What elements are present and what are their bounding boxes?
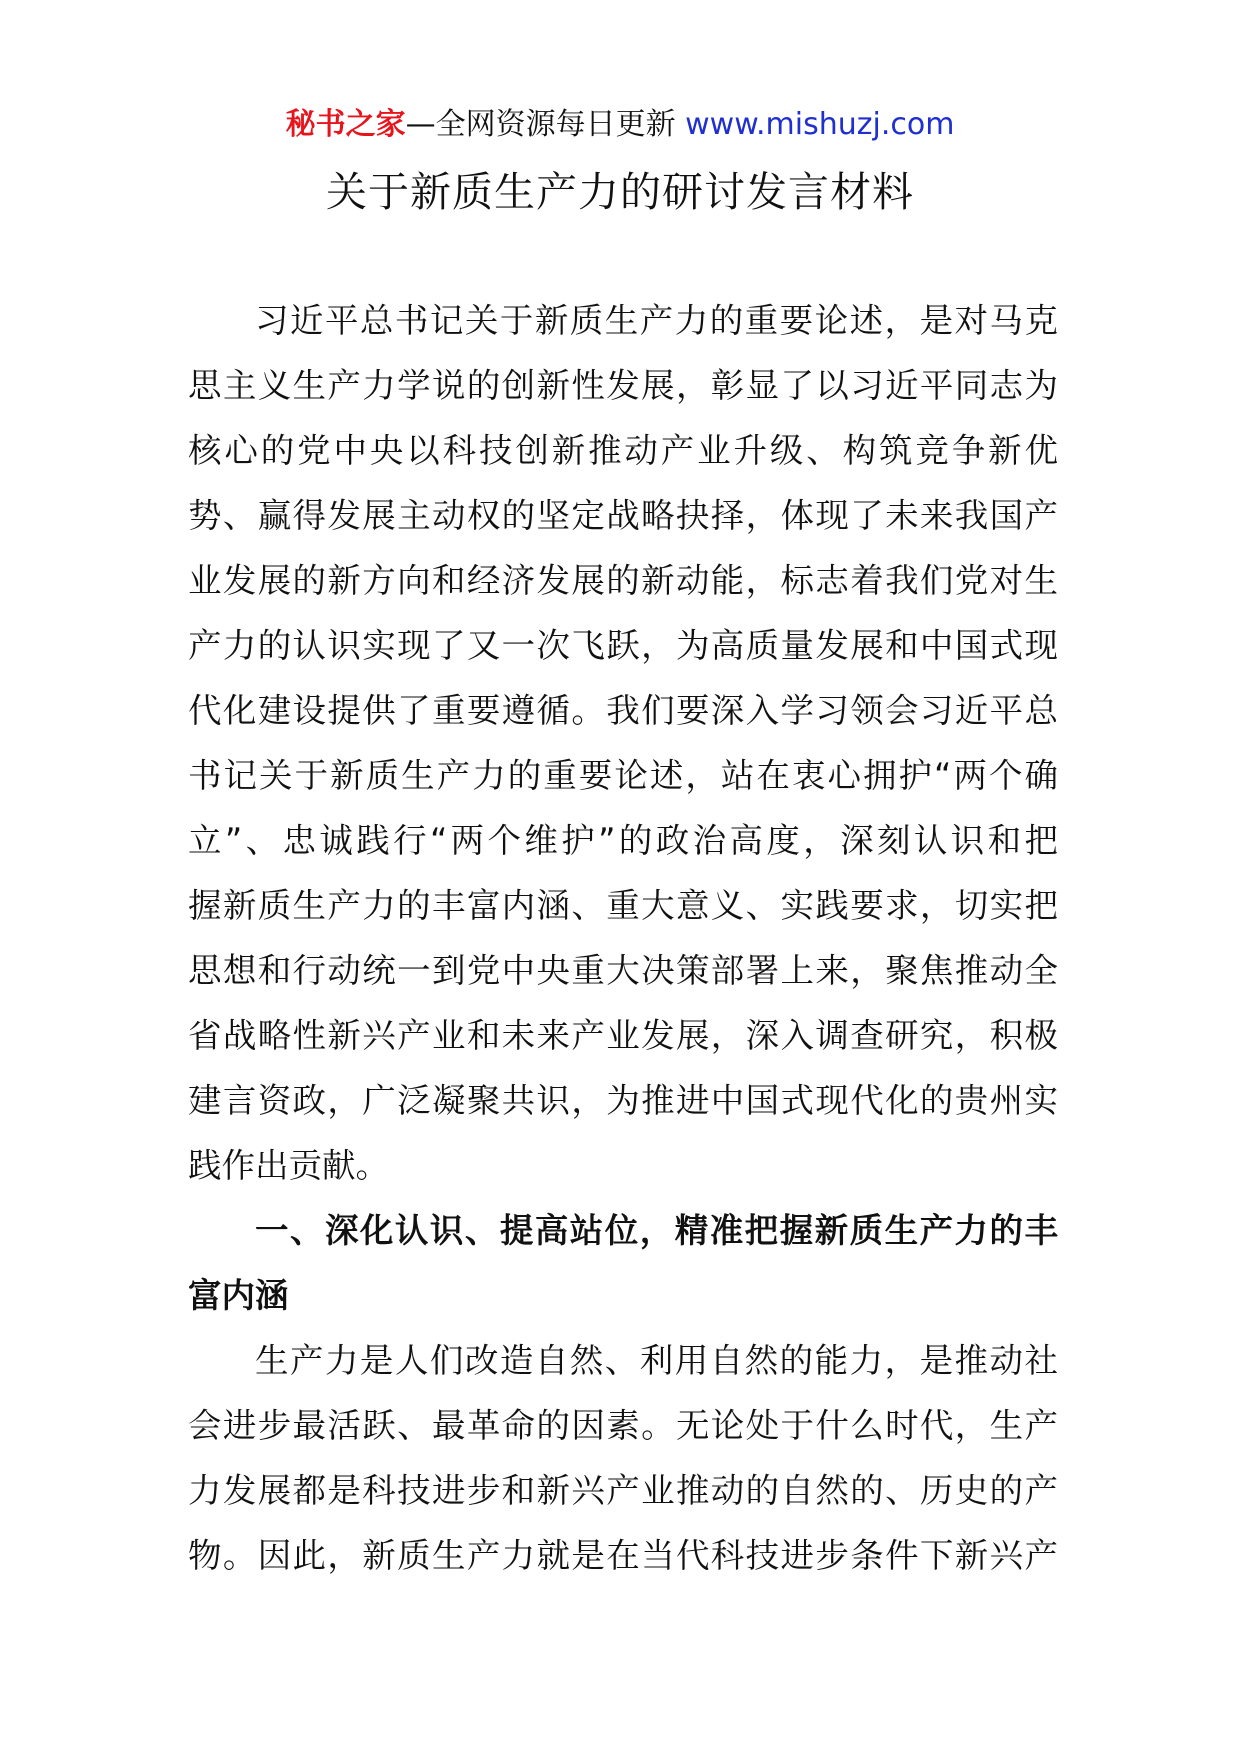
text-line: 握新质生产力的丰富内涵、重大意义、实践要求，切实把 <box>188 886 1058 925</box>
text-line: 书记关于新质生产力的重要论述，站在衷心拥护“两个确 <box>188 756 1058 795</box>
document-body <box>188 288 1058 1588</box>
header-tagline: —全网资源每日更新 <box>405 107 686 142</box>
text-line: 生产力是人们改造自然、利用自然的能力，是推动社 <box>255 1341 1058 1380</box>
text-line: 立”、忠诚践行“两个维护”的政治高度，深刻认识和把 <box>188 821 1058 860</box>
text-line: 产力的认识实现了又一次飞跃，为高质量发展和中国式现 <box>188 626 1058 665</box>
text-line: 势、赢得发展主动权的坚定战略抉择，体现了未来我国产 <box>188 496 1058 535</box>
document-title: 关于新质生产力的研讨发言材料 <box>326 168 914 216</box>
text-line: 会进步最活跃、最革命的因素。无论处于什么时代，生产 <box>188 1406 1058 1445</box>
text-line: 力发展都是科技进步和新兴产业推动的自然的、历史的产 <box>188 1471 1058 1510</box>
section-heading: 富内涵 <box>188 1276 289 1315</box>
brand-name: 秘书之家 <box>285 107 406 142</box>
site-header <box>0 102 1240 148</box>
text-line: 代化建设提供了重要遵循。我们要深入学习领会习近平总 <box>188 691 1058 730</box>
text-line: 核心的党中央以科技创新推动产业升级、构筑竞争新优 <box>188 431 1058 470</box>
site-url-link[interactable]: www.mishuzj.com <box>685 107 955 142</box>
section-heading: 一、深化认识、提高站位，精准把握新质生产力的丰 <box>255 1211 1058 1250</box>
text-line: 习近平总书记关于新质生产力的重要论述，是对马克 <box>255 301 1058 340</box>
text-line: 思想和行动统一到党中央重大决策部署上来，聚焦推动全 <box>188 951 1058 990</box>
text-line: 省战略性新兴产业和未来产业发展，深入调查研究，积极 <box>188 1016 1058 1055</box>
text-line: 业发展的新方向和经济发展的新动能，标志着我们党对生 <box>188 561 1058 600</box>
text-line: 物。因此，新质生产力就是在当代科技进步条件下新兴产 <box>188 1536 1058 1575</box>
text-line: 建言资政，广泛凝聚共识，为推进中国式现代化的贵州实 <box>188 1081 1058 1120</box>
text-line: 思主义生产力学说的创新性发展，彰显了以习近平同志为 <box>188 366 1058 405</box>
text-line: 践作出贡献。 <box>188 1146 389 1185</box>
